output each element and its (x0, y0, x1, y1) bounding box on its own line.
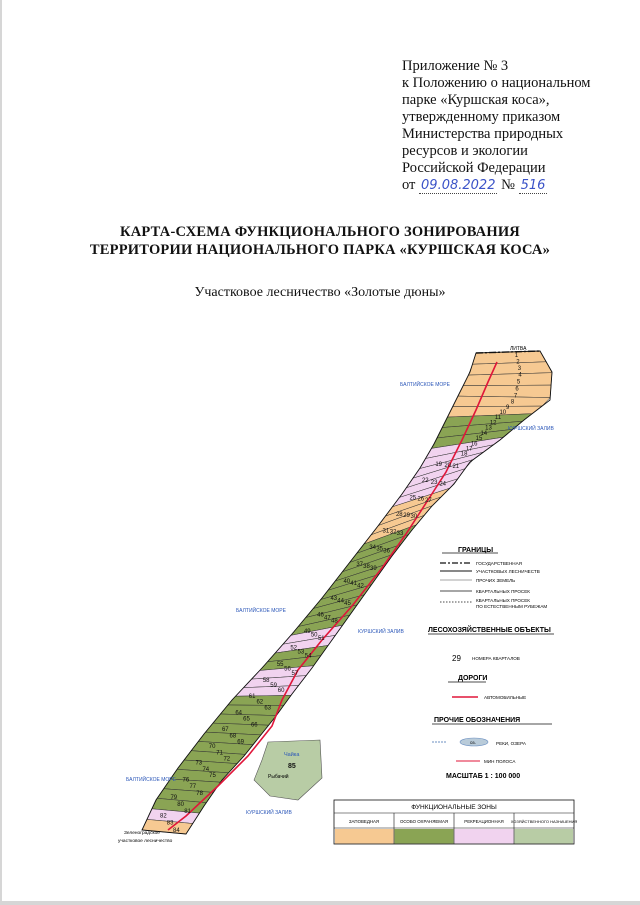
quarter-number: 79 (170, 794, 178, 801)
quarter-number: 64 (235, 710, 243, 717)
lagoon-label: КУРШСКИЙ ЗАЛИВ (246, 810, 292, 816)
quarter-number: 8 (510, 399, 515, 406)
legend-water-tag: оз. (470, 740, 476, 745)
quarter-number: 73 (195, 760, 203, 767)
legend-text: КВАРТАЛЬНЫХ ПРОСЕК (476, 589, 530, 594)
zone-label-protected: ОСОБО ОХРАНЯЕМАЯ (399, 819, 449, 824)
legend-text: МИН ПОЛОСА (484, 759, 516, 764)
legend-title: ГРАНИЦЫ (458, 547, 494, 554)
quarter-number: 78 (196, 790, 203, 797)
date-prefix: от (402, 177, 416, 193)
quarter-number: 70 (208, 743, 216, 750)
quarter-number: 19 (435, 461, 443, 468)
handwritten-number: 516 (520, 178, 546, 193)
quarter-number: 77 (189, 784, 197, 790)
zone-label-reserve: ЗАПОВЕДНАЯ (348, 819, 380, 824)
quarter-number: 47 (324, 615, 331, 622)
quarter-number: 26 (417, 496, 425, 503)
quarter-number: 39 (370, 565, 377, 572)
annex-line: Российской Федерации (402, 160, 546, 176)
quarter-number: 1 (514, 353, 519, 359)
quarter-number: 42 (357, 583, 364, 590)
quarter-number: 43 (330, 595, 338, 602)
quarter-number: 38 (363, 563, 370, 570)
quarter-number: 69 (237, 739, 244, 746)
number-prefix: № (501, 177, 515, 193)
neighbour-label: Зеленоградское (124, 831, 160, 836)
quarter-number: 34 (369, 545, 377, 552)
quarter-number: 9 (506, 404, 510, 411)
zone-strip (458, 385, 551, 397)
lagoon-label: КУРШСКИЙ ЗАЛИВ (508, 426, 554, 432)
zone-swatch-economic (515, 829, 574, 844)
quarter-number: 67 (221, 727, 229, 734)
quarter-number: 23 (430, 479, 438, 486)
legend-title: ПРОЧИЕ ОБОЗНАЧЕНИЯ (434, 717, 521, 724)
quarter-number: 68 (229, 733, 237, 740)
quarter-number: 10 (499, 410, 507, 416)
legend-title: ЛЕСОХОЗЯЙСТВЕННЫЕ ОБЪЕКТЫ (428, 627, 551, 634)
quarter-number: 83 (166, 820, 174, 827)
zone-swatch-reserve (335, 829, 394, 844)
quarter-number: 22 (421, 478, 429, 485)
quarter-number: 3 (517, 366, 522, 372)
legend-text: УЧАСТКОВЫХ ЛЕСНИЧЕСТВ (476, 569, 540, 574)
quarter-number: 40 (343, 578, 351, 585)
quarter-number: 63 (264, 705, 272, 712)
annex-line: Министерства природных (402, 126, 564, 142)
quarter-number: 41 (350, 581, 357, 588)
annex-line: утвержденному приказом (402, 109, 561, 125)
quarter-number: 56 (284, 666, 291, 673)
quarter-number: 51 (317, 636, 325, 643)
quarter-number: 30 (410, 514, 418, 521)
neighbour-label: участковое лесничество (118, 839, 173, 844)
quarter-number: 57 (291, 671, 299, 677)
quarter-number: 33 (396, 531, 404, 538)
quarter-number: 21 (452, 464, 460, 470)
quarter-number: 55 (276, 662, 284, 668)
zoning-map (0, 340, 640, 850)
annex-date-line (402, 177, 634, 194)
quarter-number: 32 (389, 529, 397, 536)
quarter-number: 74 (202, 766, 210, 773)
quarter-number: 5 (516, 379, 521, 386)
quarter-number: 52 (290, 645, 298, 652)
quarter-number: 54 (304, 653, 312, 660)
annex-line: к Положению о национальном (402, 75, 591, 91)
quarter-number: 65 (243, 716, 250, 723)
quarter-number: 6 (515, 386, 519, 393)
scan-edge-bottom (0, 901, 640, 905)
annex-line: Приложение № 3 (402, 58, 509, 74)
quarter-number: 20 (444, 463, 452, 470)
settlement-label: Чайка (284, 752, 300, 758)
legend-text: НОМЕРА КВАРТАЛОВ (472, 656, 520, 661)
quarter-number: 44 (337, 598, 344, 605)
quarter-number: 11 (494, 415, 502, 422)
quarter-number: 45 (344, 601, 351, 608)
quarter-number: 71 (216, 750, 223, 757)
quarter-number: 15 (475, 436, 483, 443)
legend-text: ПО ЕСТЕСТВЕННЫМ РУБЕЖАМ (476, 604, 548, 609)
quarter-number: 76 (182, 777, 190, 784)
settlement-label: Рыбачий (268, 774, 289, 780)
lagoon-label: КУРШСКИЙ ЗАЛИВ (358, 629, 404, 635)
zones-table-title: ФУНКЦИОНАЛЬНЫЕ ЗОНЫ (411, 804, 497, 811)
zone-strip (463, 373, 552, 386)
lagoon-bay (254, 740, 322, 800)
quarter-number: 58 (262, 678, 270, 684)
handwritten-date: 09.08.2022 (421, 178, 496, 193)
page-title-line-1: КАРТА-СХЕМА ФУНКЦИОНАЛЬНОГО ЗОНИРОВАНИЯ (120, 224, 520, 240)
legend-title: ДОРОГИ (458, 675, 488, 682)
quarter-number: 37 (356, 561, 364, 568)
quarter-number: 2 (516, 359, 520, 366)
page-subtitle: Участковое лесничество «Золотые дюны» (194, 285, 446, 300)
quarter-number: 72 (223, 756, 231, 763)
legend-text: ПРОЧИХ ЗЕМЕЛЬ (476, 578, 516, 583)
annex-line: ресурсов и экологии (402, 143, 528, 159)
quarter-number: 80 (177, 801, 184, 808)
quarter-number: 29 (403, 512, 410, 519)
quarter-number: 49 (303, 629, 311, 636)
zone-swatch-recreation (455, 829, 514, 844)
quarter-number: 16 (470, 441, 478, 448)
quarter-number: 17 (465, 446, 473, 453)
quarter-number: 48 (331, 618, 338, 625)
quarter-number: 18 (460, 451, 468, 458)
quarter-number: 4 (518, 372, 522, 379)
annex-line: парке «Куршская коса», (402, 92, 550, 108)
quarter-number: 7 (513, 393, 518, 400)
quarter-number: 46 (317, 612, 324, 619)
quarter-number: 27 (425, 498, 432, 504)
quarter-number: 28 (395, 511, 403, 518)
zone-label-economic: ХОЗЯЙСТВЕННОГО НАЗНАЧЕНИЯ (510, 819, 578, 824)
quarter-number: 59 (270, 682, 277, 689)
page-title-line-2: ТЕРРИТОРИИ НАЦИОНАЛЬНОГО ПАРКА «КУРШСКАЯ КОСА» (89, 242, 551, 258)
quarter-number: 24 (439, 481, 447, 488)
quarter-number: 85 (288, 763, 296, 770)
quarter-number: 84 (173, 827, 180, 834)
quarter-number: 36 (383, 548, 390, 555)
quarter-number: 61 (248, 694, 256, 700)
zone-swatch-protected (395, 829, 454, 844)
legend-text: КВАРТАЛЬНЫХ ПРОСЕК (476, 598, 530, 603)
quarter-number: 62 (256, 699, 264, 706)
annex-block (402, 58, 634, 194)
quarter-number: 35 (376, 546, 384, 553)
legend-text: АВТОМОБИЛЬНЫЕ (484, 695, 527, 700)
quarter-number: 66 (250, 722, 258, 729)
quarter-number: 82 (160, 813, 167, 820)
zones-table (334, 800, 577, 844)
quarter-number: 60 (277, 688, 285, 694)
quarter-number: 31 (382, 528, 390, 535)
quarter-number: 12 (489, 420, 497, 427)
legend-number-sample: 29 (452, 654, 461, 663)
quarter-number: 13 (485, 425, 492, 432)
zone-strip (453, 393, 551, 407)
map-scale: МАСШТАБ 1 : 100 000 (446, 773, 521, 780)
sea-label: БАЛТИЙСКОЕ МОРЕ (400, 382, 450, 388)
quarter-number: 81 (184, 809, 191, 816)
quarter-number: 25 (409, 495, 417, 502)
legend (428, 547, 554, 780)
quarter-number: 75 (209, 773, 216, 780)
sea-label: БАЛТИЙСКОЕ МОРЕ (236, 608, 286, 614)
border-label: ЛИТВА (510, 346, 527, 352)
sea-label: БАЛТИЙСКОЕ МОРЕ (126, 777, 176, 783)
zone-label-recreation: РЕКРЕАЦИОННАЯ (464, 819, 504, 824)
quarter-number: 14 (480, 430, 488, 437)
quarter-number: 53 (297, 649, 305, 656)
quarter-number: 50 (310, 632, 318, 639)
legend-text: РЕКИ, ОЗЕРА (496, 741, 526, 746)
legend-text: ГОСУДАРСТВЕННАЯ (476, 561, 522, 566)
zone-strip (220, 705, 283, 716)
